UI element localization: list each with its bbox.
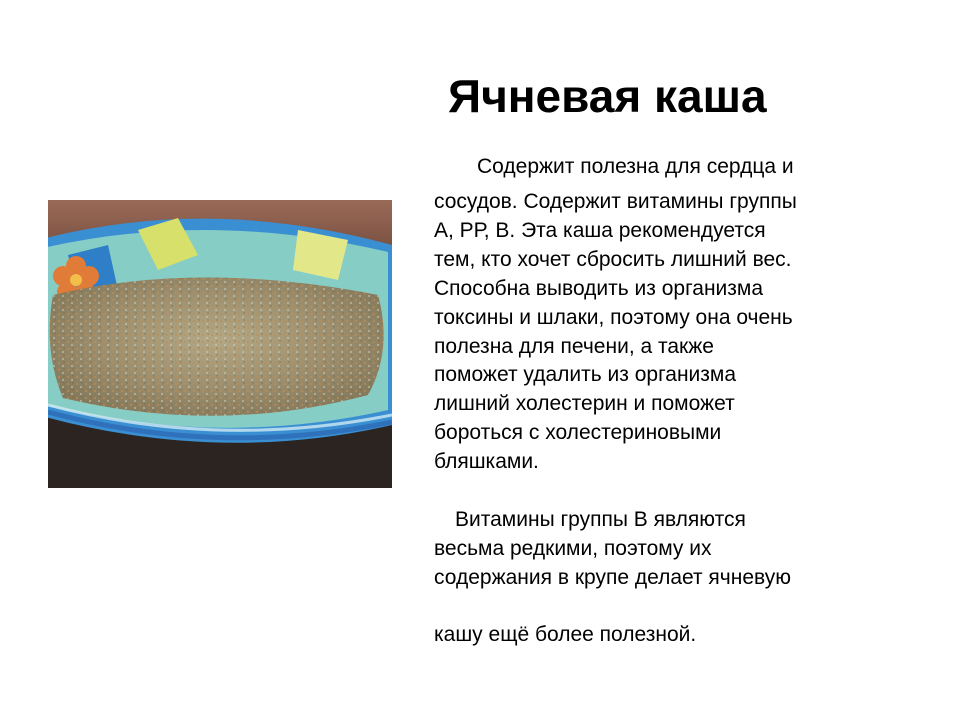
paragraph-line: бороться с холестериновыми [434, 421, 722, 444]
paragraph-line: Содержит полезна для сердца и [477, 155, 794, 178]
paragraph-line: кашу ещё более полезной. [434, 623, 697, 646]
paragraph-line: токсины и шлаки, поэтому она очень [434, 306, 793, 329]
paragraph-line: сосудов. Содержит витамины группы [434, 190, 797, 213]
porridge-photo [48, 200, 392, 488]
porridge-bowl-image [48, 200, 392, 488]
paragraph-line: поможет удалить из организма [434, 363, 737, 386]
paragraph-line: содержания в крупе делает ячневую [434, 566, 791, 589]
paragraph-line: тем, кто хочет сбросить лишний вес. [434, 248, 792, 271]
paragraph-line: бляшками. [434, 450, 539, 473]
paragraph-line: А, РР, В. Эта каша рекомендуется [434, 219, 766, 242]
paragraph-line: полезна для печени, а также [434, 335, 714, 358]
paragraph-line: лишний холестерин и поможет [434, 392, 735, 415]
paragraph-line: Витамины группы В являются [455, 508, 746, 531]
paragraph-line: Способна выводить из организма [434, 277, 764, 300]
paragraph-line: весьма редкими, поэтому их [434, 537, 712, 560]
page-title: Ячневая каша [448, 70, 767, 122]
